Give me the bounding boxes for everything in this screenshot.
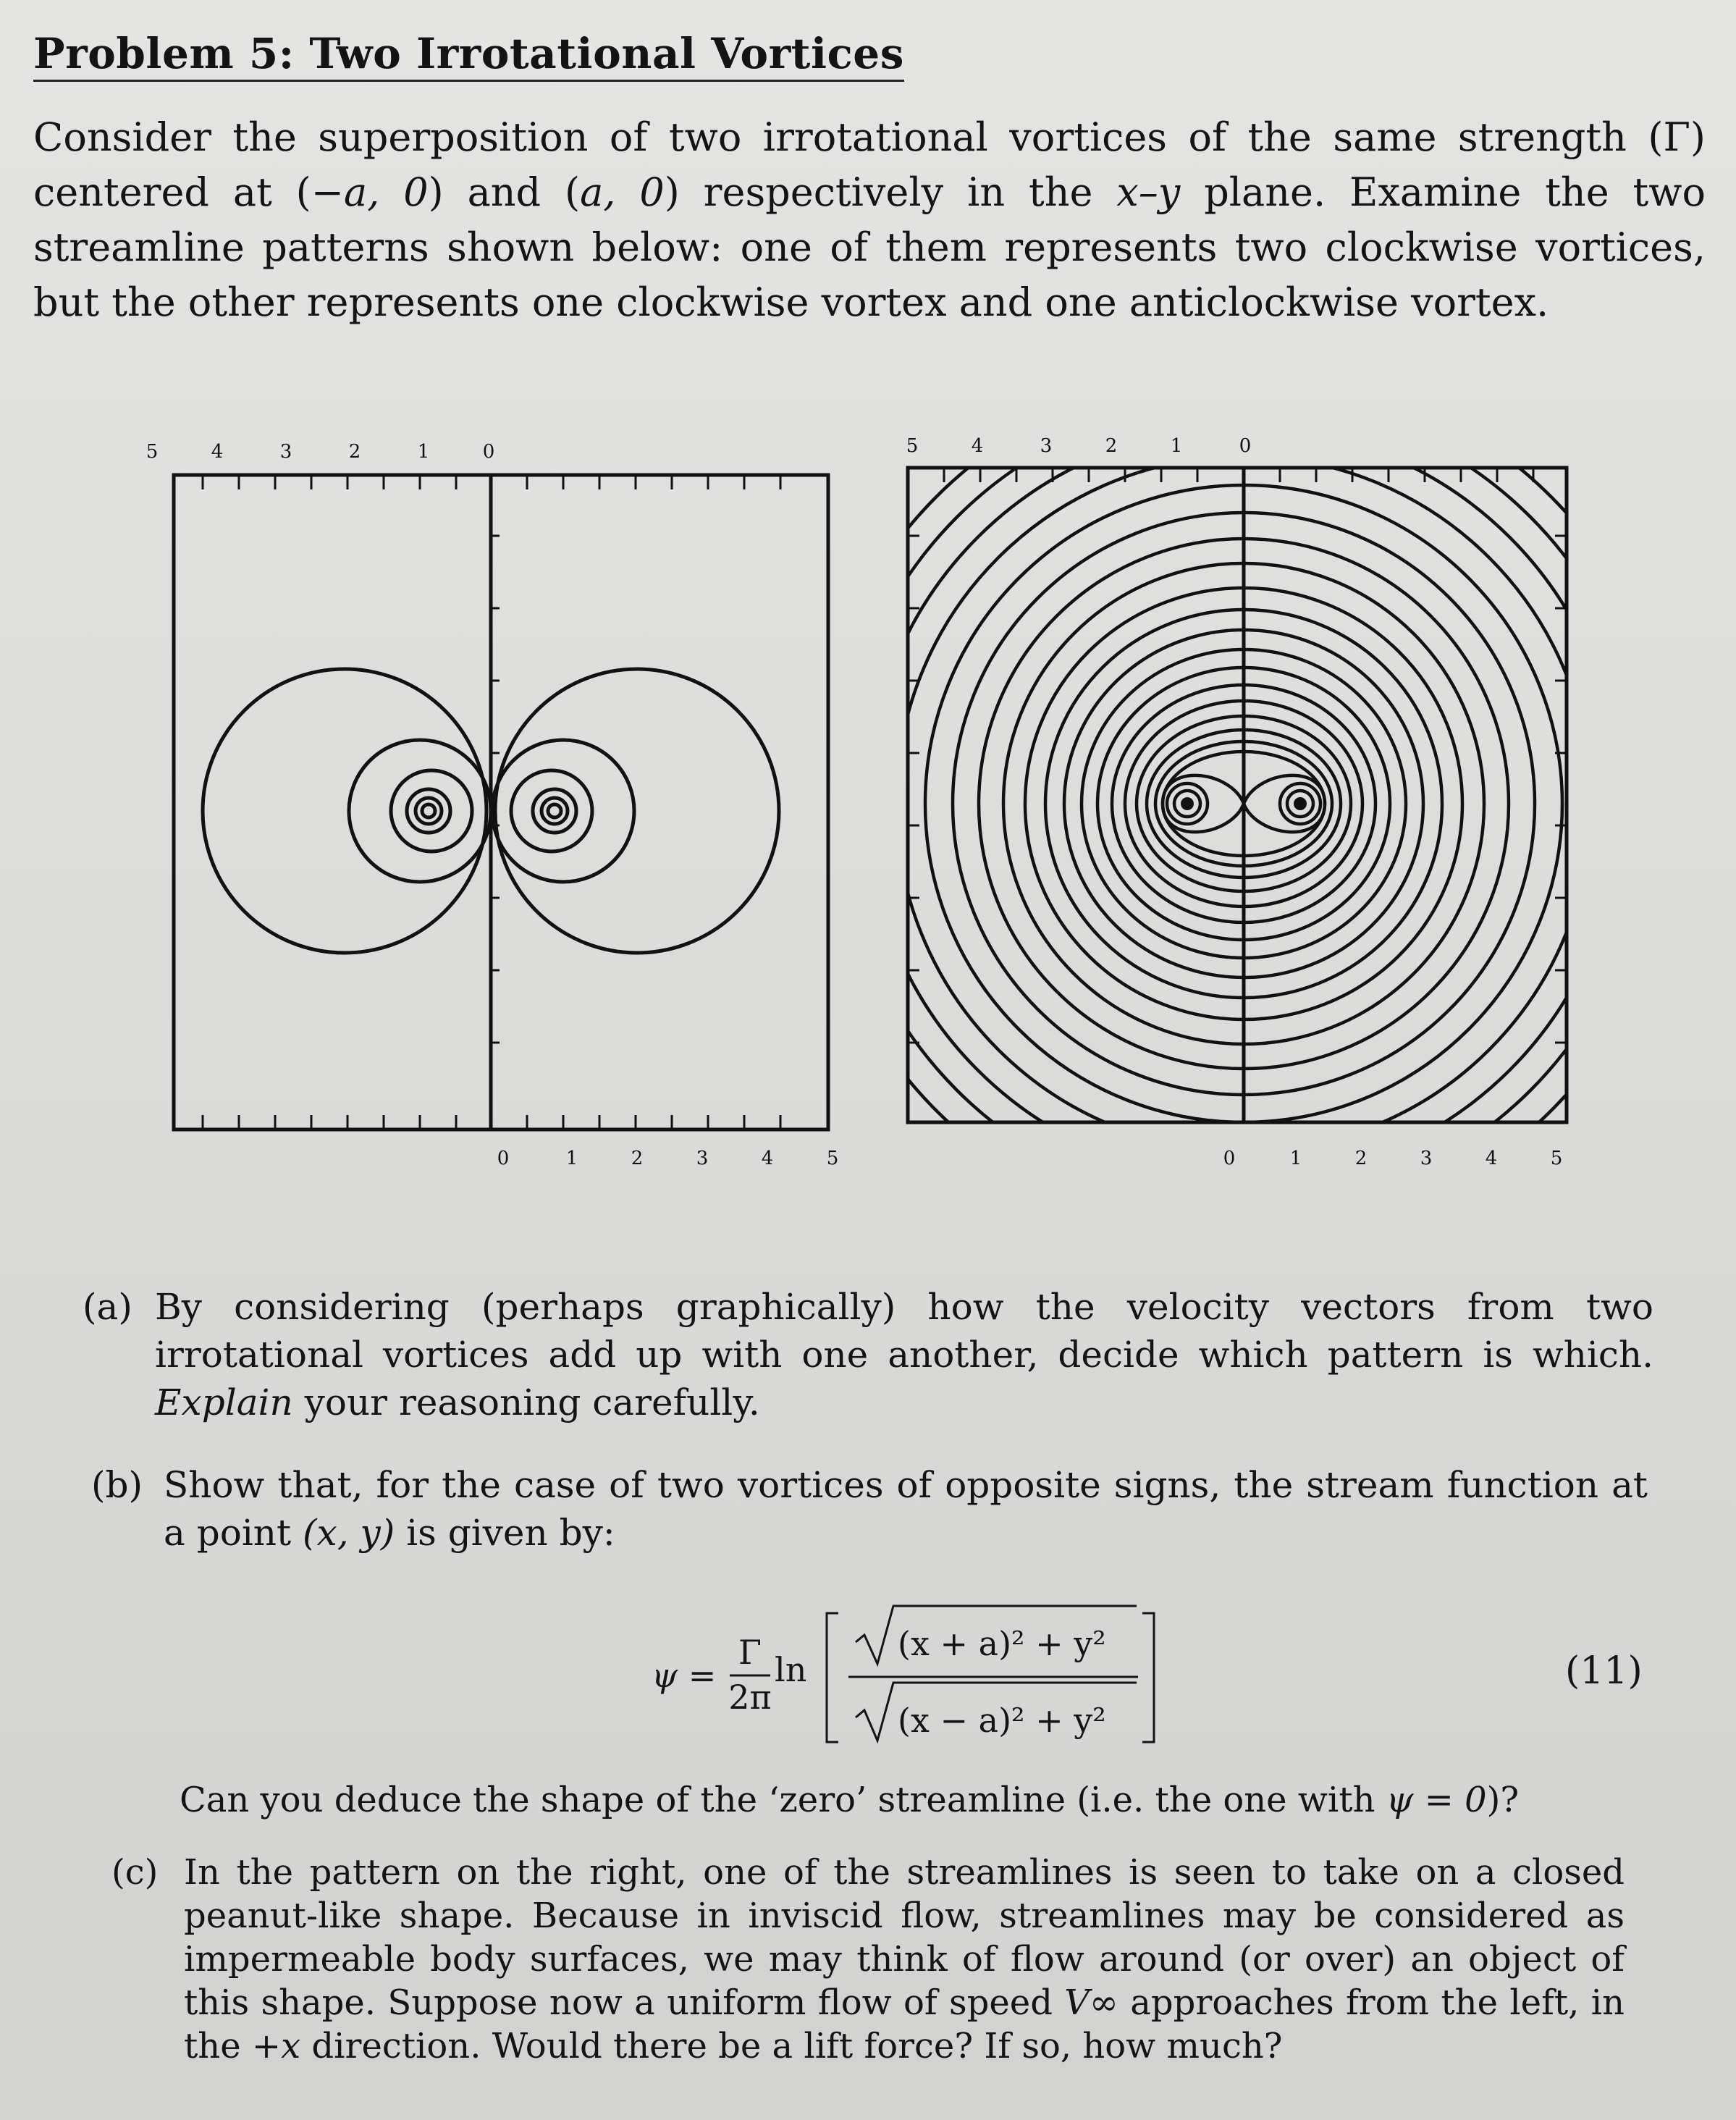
- left-bottom-tick: 5: [826, 1148, 839, 1169]
- zero-streamline-text-2: )?: [1486, 1780, 1520, 1820]
- equation-gamma: Γ: [738, 1633, 762, 1672]
- part-b-text-2: is given by:: [395, 1512, 615, 1554]
- right-streamline-figure: [890, 427, 1607, 1187]
- part-a-text-2: your reasoning carefully.: [292, 1381, 760, 1423]
- equation-numerator: (x + a)² + y²: [898, 1624, 1106, 1663]
- right-top-tick: 4: [971, 435, 984, 457]
- left-streamline-figure: [138, 427, 854, 1187]
- left-bottom-tick: 4: [761, 1148, 774, 1169]
- equation-denominator: (x − a)² + y²: [898, 1701, 1106, 1740]
- left-bottom-tick: 3: [696, 1148, 709, 1169]
- intro-text-1: Consider the superposition of two irrotational vortices of the same strength (: [33, 114, 1664, 160]
- left-top-tick: 3: [279, 441, 292, 463]
- left-top-tick: 5: [146, 441, 159, 463]
- right-bottom-tick: 0: [1223, 1148, 1236, 1169]
- psi-zero: ψ = 0: [1386, 1780, 1487, 1820]
- right-top-tick: 1: [1170, 435, 1183, 457]
- part-b: [91, 1461, 1648, 1557]
- flow-direction: +x: [251, 2026, 301, 2066]
- part-a-emphasis: Explain: [155, 1381, 293, 1423]
- part-a-label: (a): [83, 1286, 132, 1328]
- zero-streamline-question: [180, 1780, 1519, 1820]
- right-vortex-streamlines: [890, 427, 1607, 1187]
- equation-two-pi: 2π: [728, 1678, 772, 1717]
- part-c-text-2: approaches from the left, in the: [184, 1982, 1625, 2066]
- point-left: −a, 0: [311, 169, 429, 215]
- part-c-label: (c): [111, 1852, 159, 1893]
- intro-text-3: ) and (: [428, 169, 581, 215]
- part-a-text-1: By considering (perhaps graphically) how the velocity vectors from two irrotational vortices add up with one another, decide which pattern is which.: [155, 1286, 1653, 1376]
- left-top-tick: 4: [211, 441, 224, 463]
- left-bottom-tick: 2: [631, 1148, 644, 1169]
- left-top-tick: 1: [417, 441, 430, 463]
- right-bottom-tick: 2: [1354, 1148, 1368, 1169]
- left-top-tick: 0: [482, 441, 495, 463]
- left-top-tick: 2: [348, 441, 361, 463]
- plane-label: x–y: [1116, 169, 1181, 215]
- part-c-text-1: In the pattern on the right, one of the streamlines is seen to take on a closed peanut-like shape. Because in inviscid flow, streamlines may be considered as impermeable body surfaces, we may think of flow around (or over) an object of this shape. Suppose now a uniform flow of speed: [184, 1852, 1625, 2023]
- part-b-text-1: Show that, for the case of two vortices of opposite signs, the stream function at a point: [164, 1464, 1648, 1554]
- right-top-tick: 5: [906, 435, 919, 457]
- part-a: [83, 1283, 1653, 1426]
- zero-streamline-text-1: Can you deduce the shape of the ‘zero’ streamline (i.e. the one with: [180, 1780, 1386, 1820]
- part-c: [111, 1851, 1625, 2068]
- right-bottom-tick: 1: [1289, 1148, 1302, 1169]
- left-frame: [174, 475, 828, 1130]
- gamma-symbol: Γ: [1663, 114, 1690, 160]
- right-bottom-tick: 4: [1485, 1148, 1498, 1169]
- part-b-label: (b): [91, 1464, 143, 1506]
- point-right: a, 0: [580, 169, 665, 215]
- intro-text-4: ) respectively in the: [664, 169, 1117, 215]
- left-bottom-tick: 1: [565, 1148, 578, 1169]
- equation-number: (11): [1565, 1649, 1643, 1693]
- intro-text-5: plane. Examine the two streamline patterns shown below: one of them represents two clockwise vortices, but the other represents one clockwise vortex and one anticlockwise vortex.: [33, 169, 1706, 325]
- equation-ln: ln: [775, 1650, 807, 1689]
- stream-function-equation: [644, 1600, 1296, 1752]
- intro-paragraph: [33, 110, 1706, 330]
- part-b-point: (x, y): [303, 1512, 395, 1554]
- right-bottom-tick: 5: [1550, 1148, 1563, 1169]
- right-bottom-tick: 3: [1420, 1148, 1433, 1169]
- right-top-tick: 2: [1105, 435, 1118, 457]
- left-bottom-tick: 0: [497, 1148, 510, 1169]
- right-top-tick: 0: [1239, 435, 1252, 457]
- equation-lhs: ψ =: [652, 1656, 717, 1695]
- problem-title: Problem 5: Two Irrotational Vortices: [33, 29, 904, 82]
- part-c-text-3: direction. Would there be a lift force? If so, how much?: [300, 2026, 1283, 2066]
- right-top-tick: 3: [1040, 435, 1053, 457]
- intro-text-2: ) centered at (: [33, 114, 1706, 215]
- free-stream-speed: V∞: [1064, 1982, 1118, 2023]
